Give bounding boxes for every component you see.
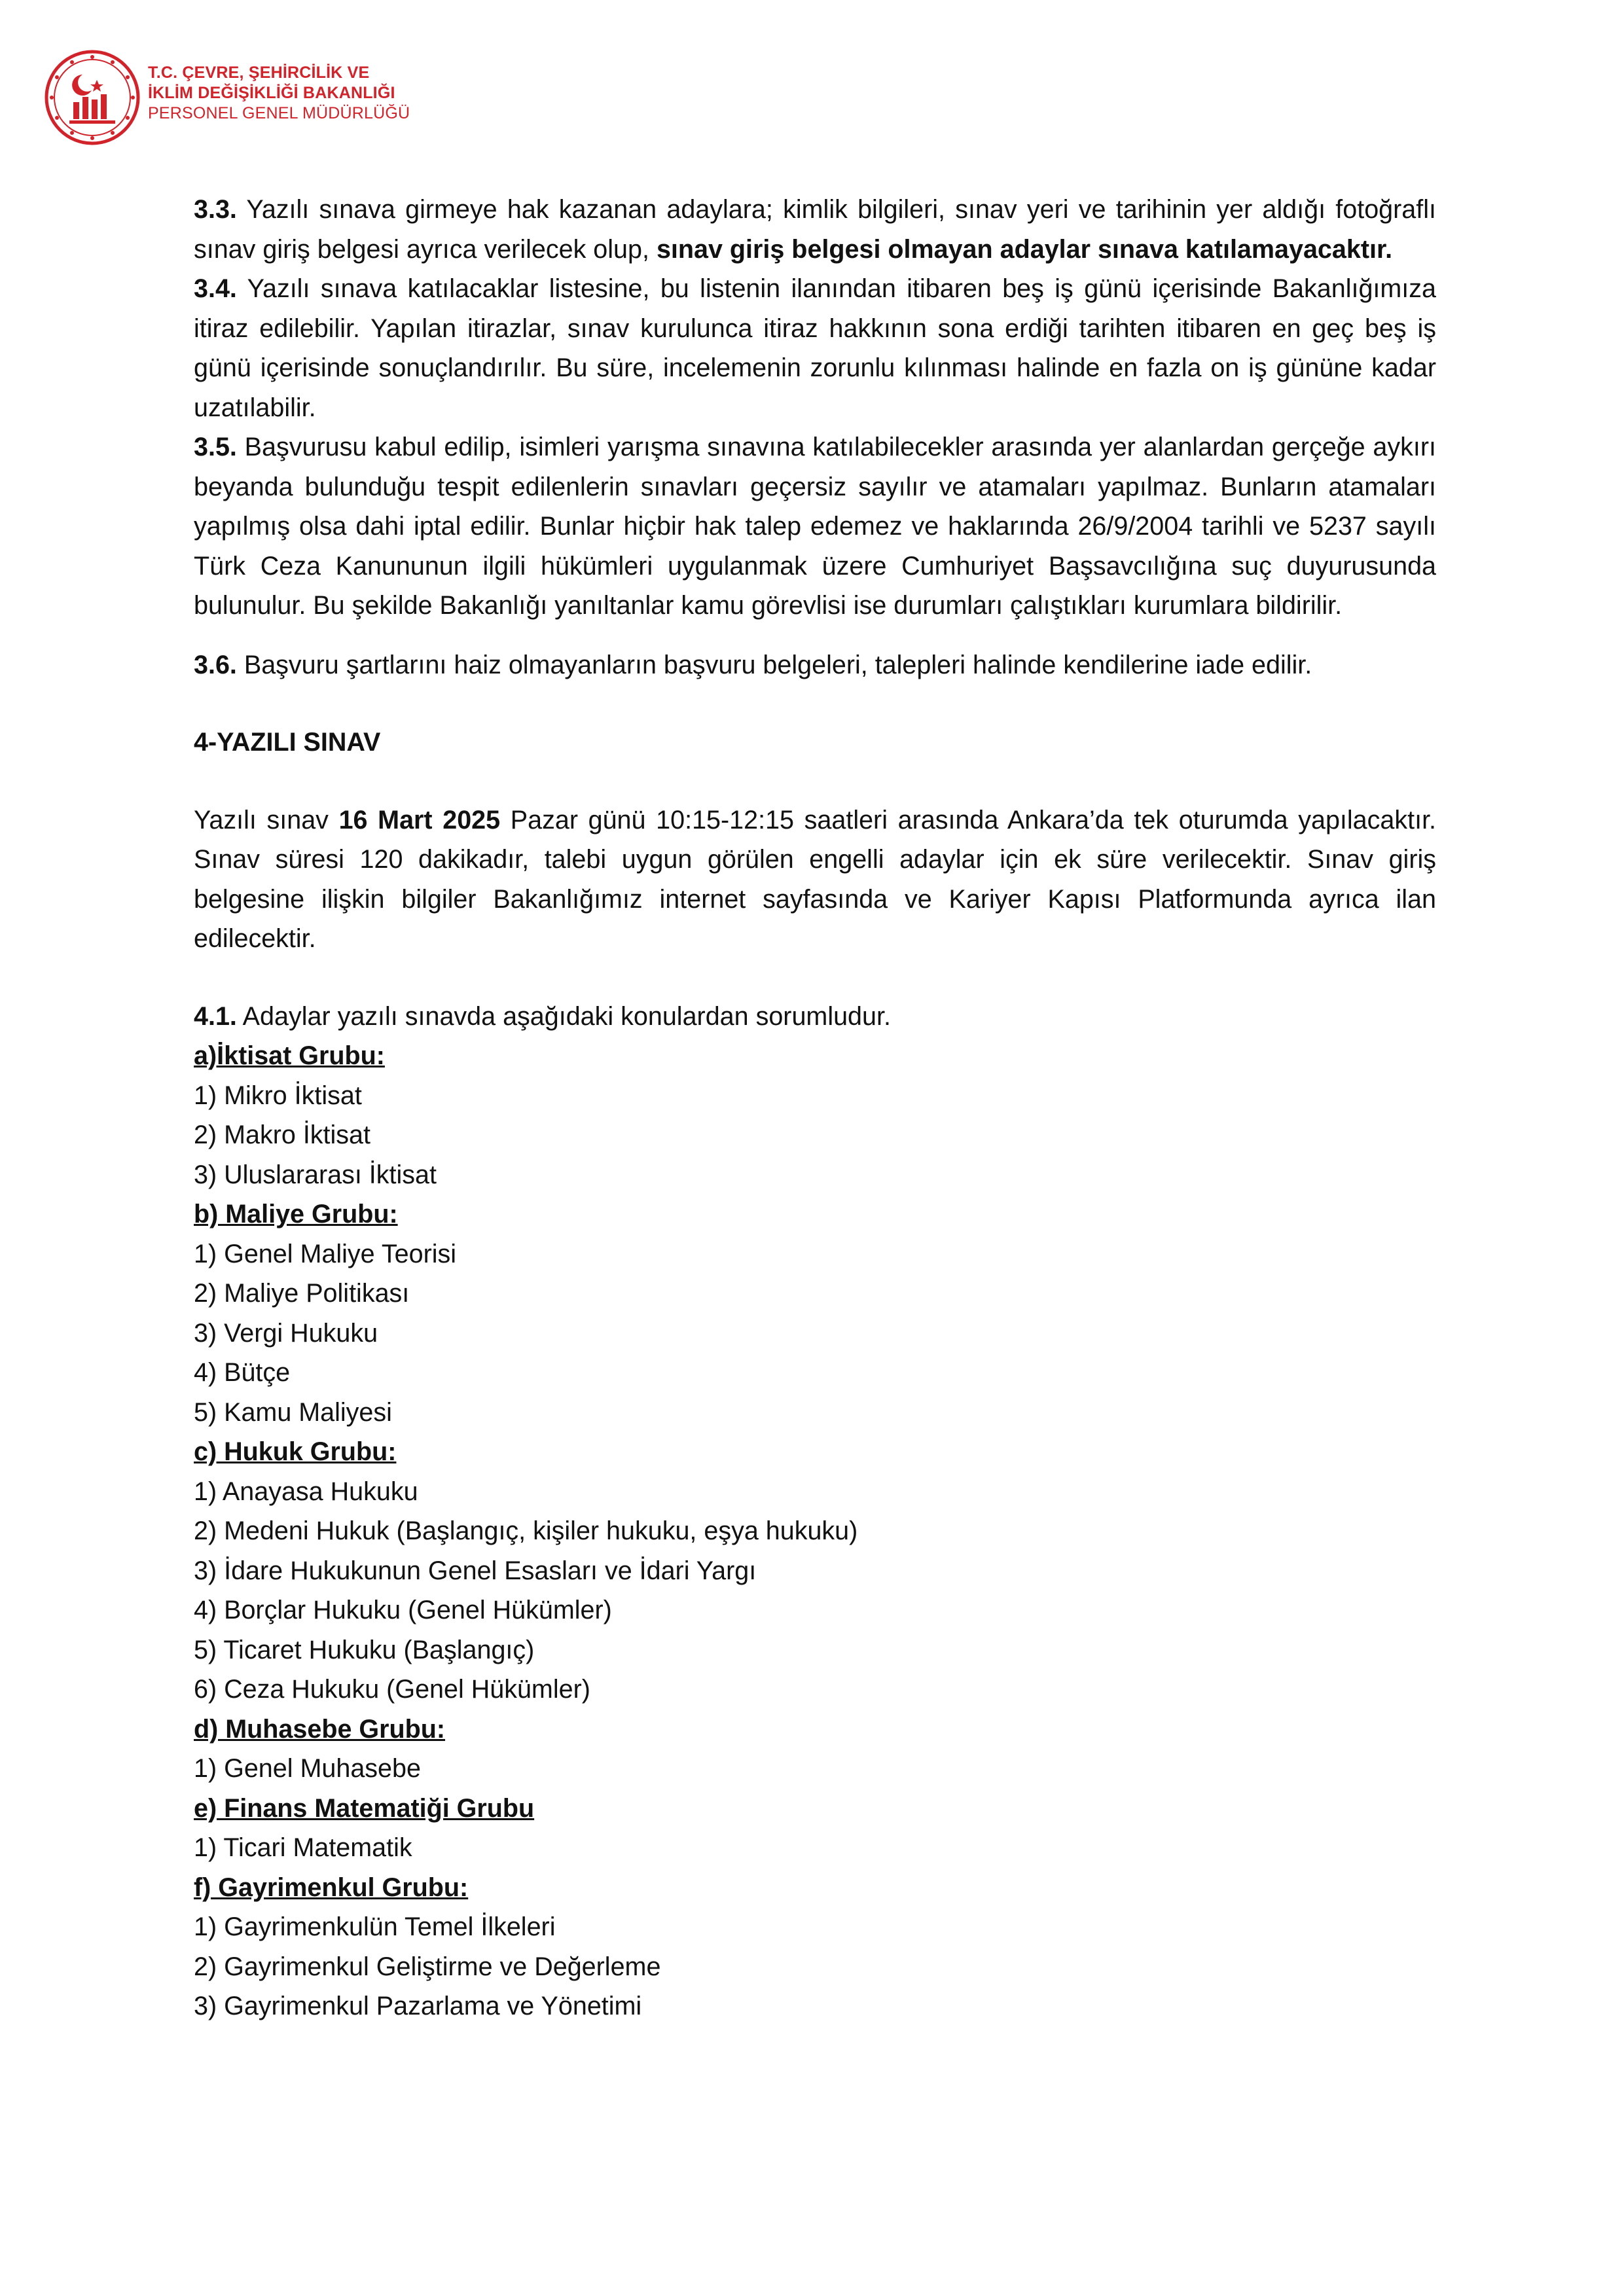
- list-item: 2) Makro İktisat: [194, 1121, 370, 1149]
- org-line-2: İKLİM DEĞİŞİKLİĞİ BAKANLIĞI: [148, 84, 395, 102]
- paragraph-text: Pazar günü 10:15-12:15 saatleri arasında Ankara’da tek oturumda yapılacaktır. Sınav süresi 120 dakikadır, talebi uygun görülen engelli adaylar için ek süre verilecektir. Sınav giriş belgesine ilişkin bilgiler Bakanlığımız internet sayfasında ve Kariyer Kapısı Platformunda ayrıca ilan edilecektir.: [194, 805, 1437, 953]
- organization-name: [148, 63, 410, 124]
- list-item: 1) Anayasa Hukuku: [194, 1477, 418, 1506]
- spacer: [194, 626, 1436, 645]
- list-item: 1) Ticari Matematik: [194, 1833, 412, 1862]
- section-number: 3.6.: [194, 650, 237, 679]
- paragraph-3-4: [194, 269, 1436, 427]
- spacer: [194, 959, 1436, 997]
- paragraph-3-5: [194, 427, 1436, 626]
- list-item: 3) İdare Hukukunun Genel Esasları ve İdari Yargı: [194, 1556, 757, 1585]
- list-item: 3) Uluslararası İktisat: [194, 1160, 437, 1189]
- list-item: 1) Genel Maliye Teorisi: [194, 1239, 457, 1268]
- section-4-title: 4-YAZILI SINAV: [194, 728, 381, 757]
- list-item: 3) Vergi Hukuku: [194, 1318, 378, 1348]
- group-a-title: a)İktisat Grubu:: [194, 1041, 385, 1070]
- paragraph-text: Adaylar yazılı sınavda aşağıdaki konulardan sorumludur.: [236, 1001, 891, 1031]
- paragraph-text: Başvurusu kabul edilip, isimleri yarışma sınavına katılabilecekler arasında yer alanlardan gerçeğe aykırı beyanda bulunduğu tespit edilenlerin sınavları geçersiz sayılır ve atamaları yapılmaz. Bunların atamaları yapılmış olsa dahi iptal edilir. Bunlar hiçbir hak talep edemez ve haklarında 26/9/2004 tarihli ve 5237 sayılı Türk Ceza Kanununun ilgili hükümleri uygulanmak üzere Cumhuriyet Başsavcılığına suç duyurusunda bulunulur. Bu şekilde Bakanlığı yanıltanlar kamu görevlisi ise durumları çalıştıkları kurumlara bildirilir.: [194, 433, 1436, 620]
- section-number: 3.5.: [194, 433, 237, 461]
- group-d-title: d) Muhasebe Grubu:: [194, 1714, 446, 1744]
- paragraph-text: Yazılı sınava girmeye hak kazanan adaylara; kimlik bilgileri, sınav yeri ve tarihinin yer aldığı fotoğraflı sınav giriş belgesi ayrıca verilecek olup,: [194, 195, 1436, 264]
- exam-date: 16 Mart 2025: [338, 805, 501, 834]
- page-header: [43, 48, 501, 147]
- list-item: 1) Genel Muhasebe: [194, 1754, 421, 1783]
- ministry-seal-icon: [43, 48, 141, 147]
- list-item: 5) Kamu Maliyesi: [194, 1397, 392, 1427]
- list-item: 1) Gayrimenkulün Temel İlkeleri: [194, 1912, 556, 1941]
- section-number: 3.3.: [194, 195, 237, 224]
- list-item: 2) Maliye Politikası: [194, 1279, 410, 1308]
- bold-text: sınav giriş belgesi olmayan adaylar sınava katılamayacaktır.: [656, 234, 1393, 264]
- spacer: [194, 685, 1436, 723]
- org-line-3: PERSONEL GENEL MÜDÜRLÜĞÜ: [148, 104, 410, 122]
- list-item: 1) Mikro İktisat: [194, 1081, 362, 1110]
- section-number: 4.1.: [194, 1001, 237, 1031]
- list-item: 2) Medeni Hukuk (Başlangıç, kişiler hukuku, eşya hukuku): [194, 1516, 858, 1545]
- group-e-title: e) Finans Matematiği Grubu: [194, 1793, 535, 1823]
- list-item: 3) Gayrimenkul Pazarlama ve Yönetimi: [194, 1992, 642, 2020]
- org-line-1: T.C. ÇEVRE, ŞEHİRCİLİK VE: [148, 63, 370, 82]
- paragraph-text: Yazılı sınava katılacaklar listesine, bu listenin ilanından itibaren beş iş günü içerisinde Bakanlığımıza itiraz edilebilir. Yapılan itirazlar, sınav kurulunca itiraz hakkının sona erdiği tarihten itibaren en geç beş iş günü içerisinde sonuçlandırılır. Bu süre, incelemenin zorunlu kılınması halinde en fazla on iş gününe kadar uzatılabilir.: [194, 274, 1436, 422]
- group-b-title: b) Maliye Grubu:: [194, 1200, 398, 1229]
- group-f-title: f) Gayrimenkul Grubu:: [194, 1873, 469, 1902]
- paragraph-text: Başvuru şartlarını haiz olmayanların başvuru belgeleri, talepleri halinde kendilerine iade edilir.: [236, 650, 1312, 679]
- list-item: 4) Bütçe: [194, 1358, 291, 1387]
- list-item: 6) Ceza Hukuku (Genel Hükümler): [194, 1675, 590, 1704]
- paragraph-4-1: [194, 997, 1436, 1037]
- paragraph-4-intro: [194, 800, 1436, 959]
- spacer: [194, 762, 1436, 800]
- paragraph-3-6: [194, 645, 1436, 685]
- document-body: [194, 190, 1436, 2026]
- list-item: 5) Ticaret Hukuku (Başlangıç): [194, 1635, 535, 1664]
- list-item: 2) Gayrimenkul Geliştirme ve Değerleme: [194, 1952, 661, 1981]
- list-item: 4) Borçlar Hukuku (Genel Hükümler): [194, 1596, 612, 1624]
- section-number: 3.4.: [194, 274, 237, 303]
- paragraph-text: Yazılı sınav: [194, 805, 339, 834]
- paragraph-3-3: [194, 190, 1436, 269]
- group-c-title: c) Hukuk Grubu:: [194, 1437, 397, 1466]
